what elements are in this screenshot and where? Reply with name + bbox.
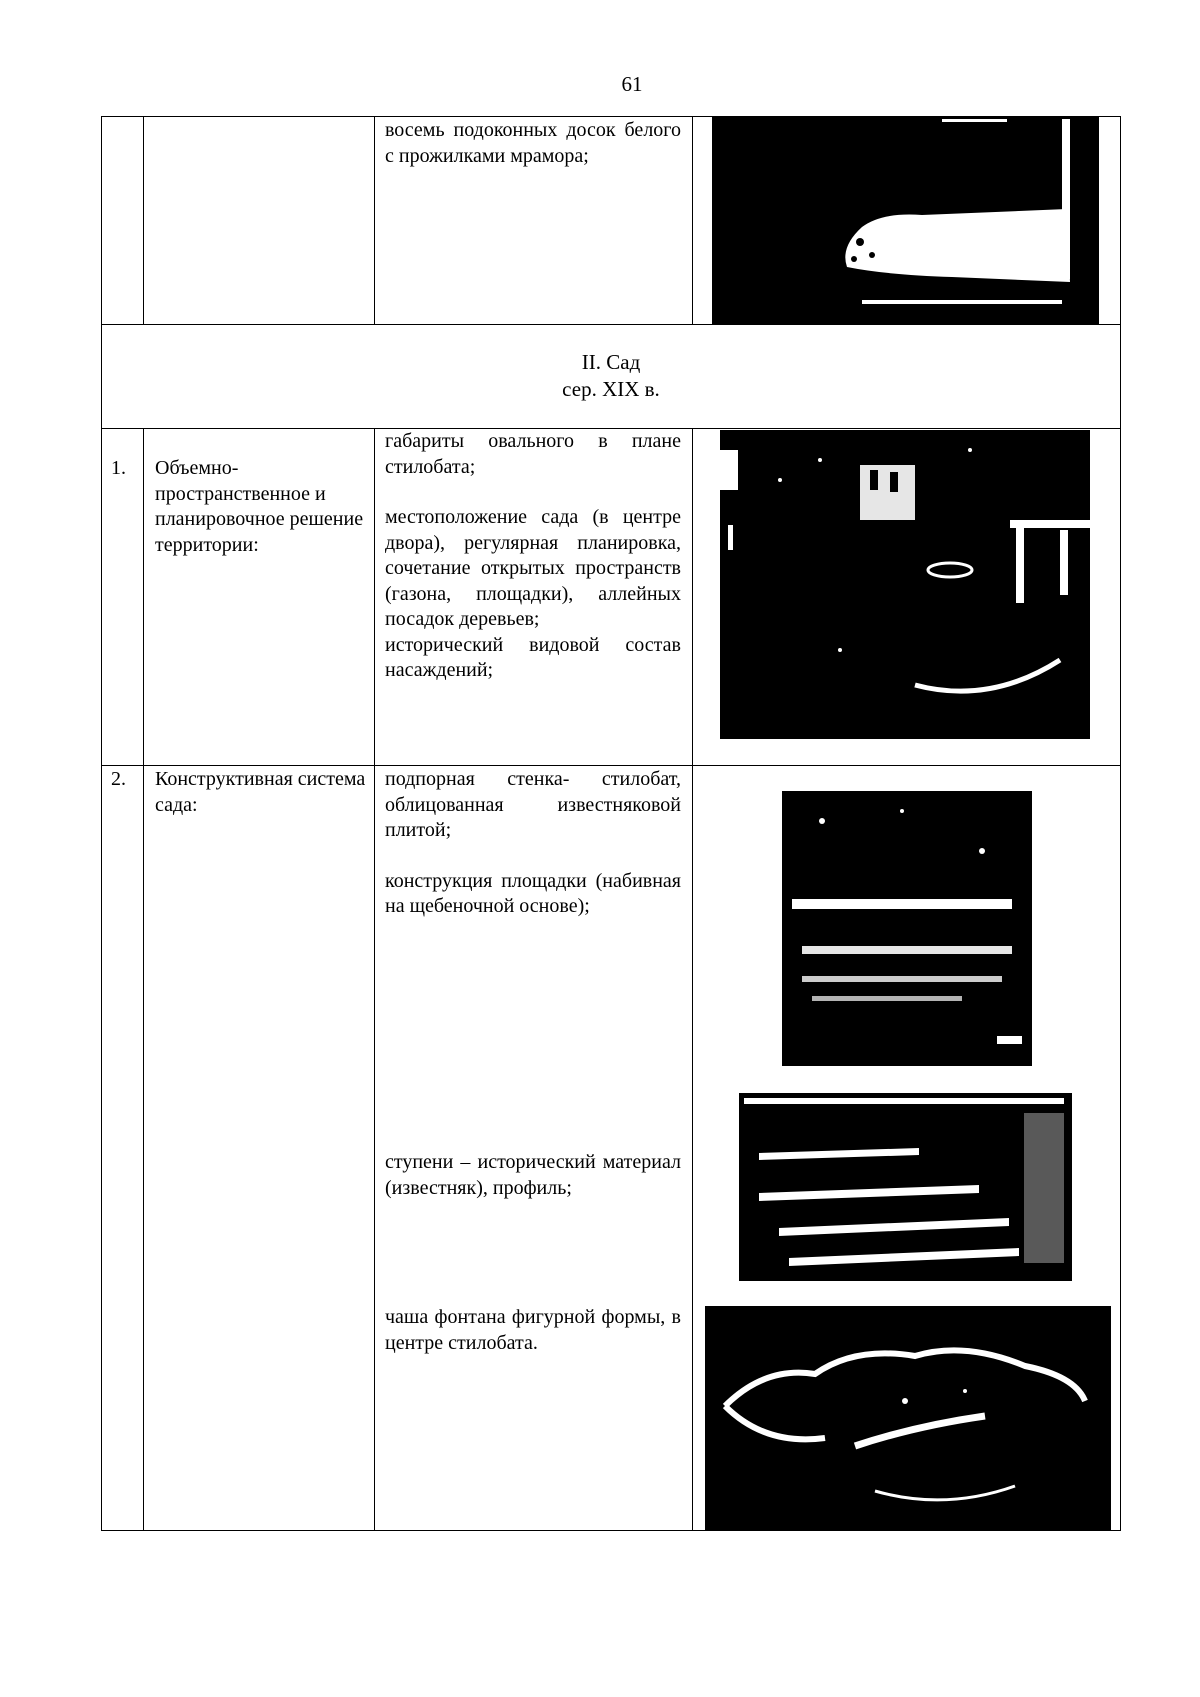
retaining-wall-photo	[782, 791, 1032, 1066]
table-column-divider	[374, 116, 375, 325]
table-border-left	[101, 116, 102, 1531]
page-number: 61	[621, 72, 643, 96]
list-item: ступени – исторический материал (известняк), профиль;	[385, 1151, 681, 1199]
row-items	[385, 767, 681, 920]
list-item: конструкция площадки (набивная на щебеночной основе);	[385, 869, 681, 917]
list-item: исторический видовой состав насаждений;	[385, 633, 681, 681]
table-border-right	[1120, 116, 1121, 1531]
list-item: габариты овального в плане стилобата;	[385, 430, 681, 478]
row-number: 2.	[111, 768, 126, 790]
row-name: Конструктивная система сада:	[155, 768, 366, 816]
marble-window-sill-photo	[712, 117, 1099, 324]
row-name: Объемно-пространственное и планировочное решение территории:	[155, 457, 364, 556]
table-row-divider	[101, 324, 1121, 325]
description-text: восемь подоконных досок белого с прожилками мрамора;	[385, 119, 681, 167]
limestone-steps-photo	[739, 1093, 1072, 1281]
top-row-description	[385, 118, 681, 169]
fountain-bowl-photo	[705, 1306, 1111, 1530]
row-number: 1.	[111, 457, 126, 479]
row-items	[385, 1150, 681, 1201]
table-border-bottom	[101, 1530, 1121, 1531]
row-items	[385, 429, 681, 684]
section-subtitle: сер. XIX в.	[562, 377, 660, 401]
table-column-divider	[143, 428, 144, 1531]
table-column-divider	[692, 428, 693, 1531]
table-column-divider	[374, 428, 375, 1531]
section-title: II. Сад	[581, 350, 641, 374]
table-column-divider	[692, 116, 693, 325]
table-row-divider	[101, 765, 1121, 766]
list-item: чаша фонтана фигурной формы, в центре стилобата.	[385, 1306, 681, 1354]
table-column-divider	[143, 116, 144, 325]
row-items	[385, 1305, 681, 1356]
list-item: подпорная стенка- стилобат, облицованная известняковой плитой;	[385, 768, 681, 841]
list-item: местоположение сада (в центре двора), регулярная планировка, сочетание открытых пространств (газона, площадки), аллейных посадок деревьев;	[385, 506, 681, 630]
garden-courtyard-photo	[720, 430, 1090, 739]
